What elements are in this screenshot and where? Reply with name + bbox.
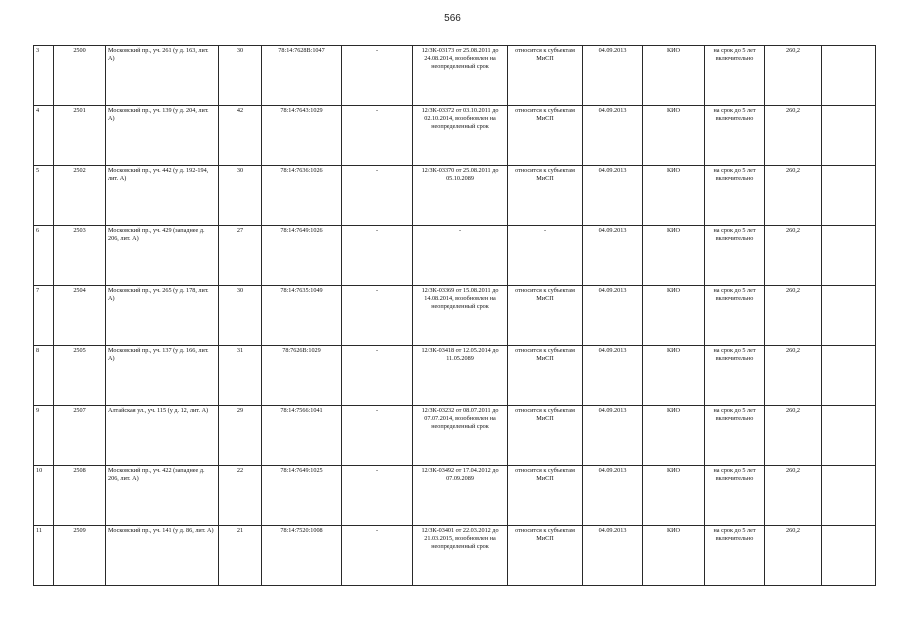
table-row: [34, 466, 876, 526]
authority-cell: КИО: [643, 106, 705, 166]
row-number-cell: 3: [34, 46, 54, 106]
lease-term-cell: на срок до 5 лет включительно: [705, 46, 765, 106]
table-body: [34, 46, 876, 586]
inclusion-date-cell: 04.09.2013: [583, 406, 643, 466]
inclusion-date-cell: 04.09.2013: [583, 286, 643, 346]
rate-cell: 260,2: [765, 346, 822, 406]
cadastral-number-cell: 78:14:7628В:1047: [262, 46, 342, 106]
rate-cell: 260,2: [765, 166, 822, 226]
encumbrance-cell: -: [342, 226, 413, 286]
encumbrance-cell: -: [342, 466, 413, 526]
lease-contract-cell: 12/ЗК-03418 от 12.05.2014 до 11.05.2089: [413, 346, 508, 406]
rate-cell: 260,2: [765, 466, 822, 526]
cadastral-number-cell: 78:14:7566:1041: [262, 406, 342, 466]
row-number-cell: 10: [34, 466, 54, 526]
address-cell: Московский пр., уч. 261 (у д. 163, лит. А): [106, 46, 219, 106]
encumbrance-cell: -: [342, 346, 413, 406]
row-number-cell: 8: [34, 346, 54, 406]
address-cell: Московский пр., уч. 265 (у д. 178, лит. А): [106, 286, 219, 346]
row-number-cell: 9: [34, 406, 54, 466]
address-cell: Московский пр., уч. 141 (у д. 86, лит. А): [106, 526, 219, 586]
smb-status-cell: относится к субъектам МиСП: [508, 346, 583, 406]
area-cell: 30: [219, 286, 262, 346]
encumbrance-cell: -: [342, 406, 413, 466]
registry-table: [33, 45, 876, 586]
cadastral-number-cell: 78:14:7636:1026: [262, 166, 342, 226]
smb-status-cell: относится к субъектам МиСП: [508, 526, 583, 586]
inclusion-date-cell: 04.09.2013: [583, 106, 643, 166]
cadastral-number-cell: 78:14:7635:1049: [262, 286, 342, 346]
cadastral-number-cell: 78:14:7520:1008: [262, 526, 342, 586]
notes-cell: [822, 226, 876, 286]
lease-term-cell: на срок до 5 лет включительно: [705, 406, 765, 466]
inclusion-date-cell: 04.09.2013: [583, 526, 643, 586]
lease-term-cell: на срок до 5 лет включительно: [705, 286, 765, 346]
lease-term-cell: на срок до 5 лет включительно: [705, 226, 765, 286]
cadastral-number-cell: 78:7626В:1029: [262, 346, 342, 406]
cadastral-number-cell: 78:14:7649:1025: [262, 466, 342, 526]
table-row: [34, 166, 876, 226]
notes-cell: [822, 166, 876, 226]
lease-term-cell: на срок до 5 лет включительно: [705, 526, 765, 586]
notes-cell: [822, 466, 876, 526]
lease-contract-cell: 12/ЗК-03370 от 25.08.2011 до 05.10.2089: [413, 166, 508, 226]
registry-number-cell: 2505: [54, 346, 106, 406]
registry-number-cell: 2500: [54, 46, 106, 106]
table-row: [34, 286, 876, 346]
registry-number-cell: 2503: [54, 226, 106, 286]
authority-cell: КИО: [643, 526, 705, 586]
area-cell: 42: [219, 106, 262, 166]
registry-number-cell: 2504: [54, 286, 106, 346]
authority-cell: КИО: [643, 46, 705, 106]
area-cell: 30: [219, 46, 262, 106]
authority-cell: КИО: [643, 166, 705, 226]
authority-cell: КИО: [643, 346, 705, 406]
encumbrance-cell: -: [342, 286, 413, 346]
inclusion-date-cell: 04.09.2013: [583, 346, 643, 406]
authority-cell: КИО: [643, 286, 705, 346]
address-cell: Московский пр., уч. 137 (у д. 166, лит. А): [106, 346, 219, 406]
lease-contract-cell: 12/ЗК-03372 от 03.10.2011 до 02.10.2014, возобновлен на неопределенный срок: [413, 106, 508, 166]
row-number-cell: 7: [34, 286, 54, 346]
table-row: [34, 226, 876, 286]
smb-status-cell: относится к субъектам МиСП: [508, 406, 583, 466]
address-cell: Московский пр., уч. 442 (у д. 192-194, лит. А): [106, 166, 219, 226]
registry-number-cell: 2509: [54, 526, 106, 586]
smb-status-cell: относится к субъектам МиСП: [508, 466, 583, 526]
rate-cell: 260,2: [765, 526, 822, 586]
notes-cell: [822, 526, 876, 586]
encumbrance-cell: -: [342, 526, 413, 586]
row-number-cell: 6: [34, 226, 54, 286]
smb-status-cell: относится к субъектам МиСП: [508, 46, 583, 106]
lease-contract-cell: 12/ЗК-03401 от 22.03.2012 до 21.03.2015, возобновлен на неопределенный срок: [413, 526, 508, 586]
table-row: [34, 346, 876, 406]
lease-contract-cell: 12/ЗК-03369 от 15.08.2011 до 14.08.2014, возобновлен на неопределенный срок: [413, 286, 508, 346]
address-cell: Московский пр., уч. 139 (у д. 204, лит. А): [106, 106, 219, 166]
encumbrance-cell: -: [342, 46, 413, 106]
registry-number-cell: 2501: [54, 106, 106, 166]
smb-status-cell: -: [508, 226, 583, 286]
smb-status-cell: относится к субъектам МиСП: [508, 106, 583, 166]
rate-cell: 260,2: [765, 286, 822, 346]
inclusion-date-cell: 04.09.2013: [583, 166, 643, 226]
address-cell: Московский пр., уч. 429 (западнее д. 206, лит. А): [106, 226, 219, 286]
lease-term-cell: на срок до 5 лет включительно: [705, 466, 765, 526]
lease-term-cell: на срок до 5 лет включительно: [705, 166, 765, 226]
area-cell: 31: [219, 346, 262, 406]
row-number-cell: 11: [34, 526, 54, 586]
registry-number-cell: 2508: [54, 466, 106, 526]
authority-cell: КИО: [643, 466, 705, 526]
lease-contract-cell: -: [413, 226, 508, 286]
area-cell: 27: [219, 226, 262, 286]
page-number: 566: [444, 13, 461, 24]
encumbrance-cell: -: [342, 106, 413, 166]
lease-term-cell: на срок до 5 лет включительно: [705, 346, 765, 406]
notes-cell: [822, 346, 876, 406]
table-row: [34, 526, 876, 586]
inclusion-date-cell: 04.09.2013: [583, 46, 643, 106]
lease-contract-cell: 12/ЗК-03232 от 08.07.2011 до 07.07.2014, возобновлен на неопределенный срок: [413, 406, 508, 466]
table-row: [34, 406, 876, 466]
smb-status-cell: относится к субъектам МиСП: [508, 166, 583, 226]
notes-cell: [822, 406, 876, 466]
notes-cell: [822, 46, 876, 106]
cadastral-number-cell: 78:14:7649:1026: [262, 226, 342, 286]
row-number-cell: 4: [34, 106, 54, 166]
rate-cell: 260,2: [765, 406, 822, 466]
cadastral-number-cell: 78:14:7643:1029: [262, 106, 342, 166]
encumbrance-cell: -: [342, 166, 413, 226]
authority-cell: КИО: [643, 226, 705, 286]
rate-cell: 260,2: [765, 46, 822, 106]
row-number-cell: 5: [34, 166, 54, 226]
notes-cell: [822, 106, 876, 166]
area-cell: 21: [219, 526, 262, 586]
notes-cell: [822, 286, 876, 346]
area-cell: 22: [219, 466, 262, 526]
authority-cell: КИО: [643, 406, 705, 466]
lease-term-cell: на срок до 5 лет включительно: [705, 106, 765, 166]
smb-status-cell: относится к субъектам МиСП: [508, 286, 583, 346]
registry-number-cell: 2507: [54, 406, 106, 466]
inclusion-date-cell: 04.09.2013: [583, 226, 643, 286]
table-row: [34, 46, 876, 106]
address-cell: Московский пр., уч. 422 (западнее д. 206, лит. А): [106, 466, 219, 526]
table-row: [34, 106, 876, 166]
registry-number-cell: 2502: [54, 166, 106, 226]
rate-cell: 260,2: [765, 106, 822, 166]
lease-contract-cell: 12/ЗК-03492 от 17.04.2012 до 07.09.2089: [413, 466, 508, 526]
area-cell: 29: [219, 406, 262, 466]
rate-cell: 260,2: [765, 226, 822, 286]
address-cell: Алтайская ул., уч. 115 (у д. 12, лит. А): [106, 406, 219, 466]
area-cell: 30: [219, 166, 262, 226]
lease-contract-cell: 12/ЗК-03173 от 25.08.2011 до 24.08.2014, возобновлен на неопределенный срок: [413, 46, 508, 106]
inclusion-date-cell: 04.09.2013: [583, 466, 643, 526]
